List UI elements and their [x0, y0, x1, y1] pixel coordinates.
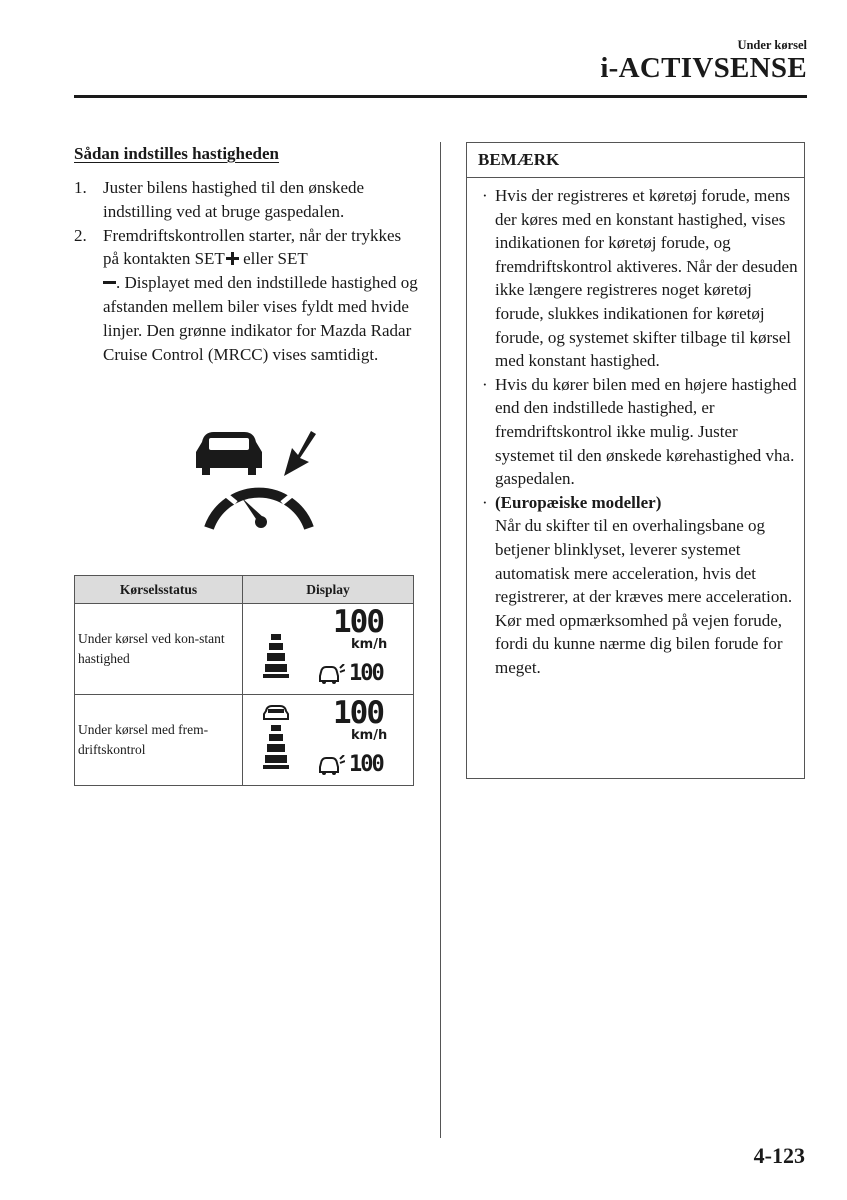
speed-unit: km/h: [351, 728, 388, 743]
bullet-icon: ·: [482, 186, 488, 205]
lane-lines-icon: [263, 725, 289, 769]
set-speed-readout: 100: [349, 661, 383, 686]
vehicle-ahead-icon: [263, 705, 289, 721]
speed-readout: 100: [333, 695, 383, 731]
column-divider: [440, 142, 441, 1138]
driving-status-table: [74, 575, 414, 786]
header-rule: [74, 95, 807, 98]
step-text-part: eller SET: [238, 249, 308, 269]
page-number: 4-123: [753, 1143, 805, 1168]
bullet-icon: ·: [482, 492, 488, 512]
step-number: 1.: [74, 178, 87, 197]
steps-list: [74, 176, 419, 366]
section-label: Under kørsel: [737, 38, 807, 52]
radar-cruise-icon: [319, 755, 345, 777]
table-row: [75, 604, 414, 695]
note-text-body: Når du skifter til en overhalingsbane og betjener blinklyset, leverer systemet automatisk mere acceleration, hvis det registrerer, at der kræves mere acceleration. Kør med opmærksomhed på vejen forude, fordi du kunne nærme dig bilen forude for meget.: [495, 516, 793, 677]
status-cell: Under kørsel med frem-driftskontrol: [75, 695, 243, 786]
radar-cruise-icon: [319, 664, 345, 686]
minus-icon: [103, 276, 116, 289]
step-number: 2.: [74, 225, 87, 245]
set-speed-readout: 100: [349, 752, 383, 777]
lane-lines-icon: [263, 634, 289, 678]
status-cell: Under kørsel ved kon-stant hastighed: [75, 604, 243, 695]
note-text: Hvis der registreres et køretøj forude, mens der køres med en konstant hastighed, vises indikationen for køretøj forude, og fremdriftskontrol aktiveres. Når der desuden ikke længere registreres noget køretøj forude, slukkes indikationen for køretøj forude, og systemet skifter tilbage til kørsel med konstant hastighed.: [495, 186, 798, 371]
note-list: [467, 178, 804, 679]
note-box: [466, 142, 805, 779]
col-display-header: Display: [243, 576, 414, 604]
step-text-part: . Displayet med den indstillede hastighed og afstanden mellem biler vises fyldt med hvide linjer. Den grønne indikator for Mazda Radar Cruise Control (MRCC) vises samtidigt.: [103, 273, 418, 364]
mrcc-indicator-icon: [192, 428, 322, 534]
note-bold-label: (Europæiske modeller): [495, 492, 662, 512]
step-1: [74, 176, 419, 224]
step-2: [74, 224, 419, 367]
speed-unit: km/h: [351, 637, 388, 652]
speed-readout: 100: [333, 604, 383, 640]
display-cell: [243, 604, 414, 695]
list-item: [478, 373, 798, 491]
note-title: BEMÆRK: [467, 143, 804, 178]
note-text: [495, 491, 798, 680]
step-text: [103, 224, 419, 367]
page-title: i-ACTIVSENSE: [600, 52, 807, 84]
plus-icon: [226, 252, 239, 265]
col-status-header: Kørselsstatus: [75, 576, 243, 604]
list-item: [478, 184, 798, 373]
step-text-part: Fremdriftskontrollen starter, når der trykkes på kontakten SET: [103, 225, 402, 269]
display-cell: [243, 695, 414, 786]
note-text: Hvis du kører bilen med en højere hastighed end den indstillede hastighed, er fremdriftskontrol ikke mulig. Juster systemet til den ønskede kørehastighed vha. gaspedalen.: [495, 374, 797, 489]
section-heading: Sådan indstilles hastigheden: [74, 144, 280, 163]
list-item: [478, 491, 798, 680]
bullet-icon: ·: [482, 374, 488, 394]
step-text: Juster bilens hastighed til den ønskede indstilling ved at bruge gaspedalen.: [103, 178, 365, 221]
table-row: [75, 695, 414, 786]
